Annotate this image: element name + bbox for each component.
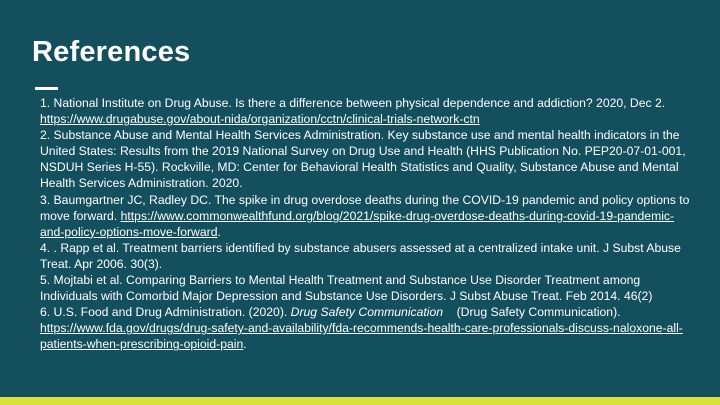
reference-item-1	[40, 95, 695, 127]
reference-link-6[interactable]: https://www.fda.gov/drugs/drug-safety-and-availability/fda-recommends-health-care-professionals-discuss-naloxone-all-patients-when-prescribing-opioid-pain	[40, 321, 683, 352]
reference-link-3[interactable]: https://www.commonwealthfund.org/blog/2021/spike-drug-overdose-deaths-during-covid-19-pandemic-and-policy-options-move-forward	[40, 208, 675, 239]
reference-italic-title: Drug Safety Communication	[290, 305, 444, 320]
reference-suffix: .	[217, 224, 221, 239]
reference-suffix: .	[243, 337, 247, 352]
bottom-accent-bar	[0, 397, 720, 405]
reference-link-1[interactable]: https://www.drugabuse.gov/about-nida/organization/cctn/clinical-trials-network-ctn	[40, 112, 480, 127]
reference-text: 3. Baumgartner JC, Radley DC. The spike in drug overdose deaths during the COVID-19 pandemic and policy options to move forward.	[40, 192, 690, 223]
reference-item-6	[40, 304, 695, 352]
slide-title: References	[32, 36, 191, 68]
reference-text: 5. Mojtabi et al. Comparing Barriers to Mental Health Treatment and Substance Use Disorder Treatment among Individuals with Comorbid Major Depression and Substance Use Disorders. J Subst Abuse Treat. Feb 2014. 46(2)	[40, 273, 653, 304]
reference-text: (Drug Safety Communication).	[443, 305, 624, 320]
reference-item-5	[40, 272, 695, 304]
reference-text: 6. U.S. Food and Drug Administration. (2020).	[40, 305, 291, 320]
reference-text: 4. . Rapp et al. Treatment barriers identified by substance abusers assessed at a centralized intake unit. J Subst Abuse Treat. Apr 2006. 30(3).	[40, 240, 681, 271]
references-list	[40, 95, 695, 353]
title-underline-divider	[35, 87, 58, 90]
reference-text: 1. National Institute on Drug Abuse. Is there a difference between physical dependence and addiction? 2020, Dec 2.	[40, 96, 666, 110]
reference-text: 2. Substance Abuse and Mental Health Services Administration. Key substance use and mental health indicators in the United States: Results from the 2019 National Survey on Drug Use and Health (HHS Publication No. PEP20-07-01-001, NSDUH Series H-55). Rockville, MD: Center for Behavioral Health Statistics and Quality, Substance Abuse and Mental Health Services Administration. 2020.	[40, 128, 686, 191]
reference-item-2	[40, 127, 695, 191]
reference-item-4	[40, 240, 695, 272]
reference-item-3	[40, 192, 695, 240]
